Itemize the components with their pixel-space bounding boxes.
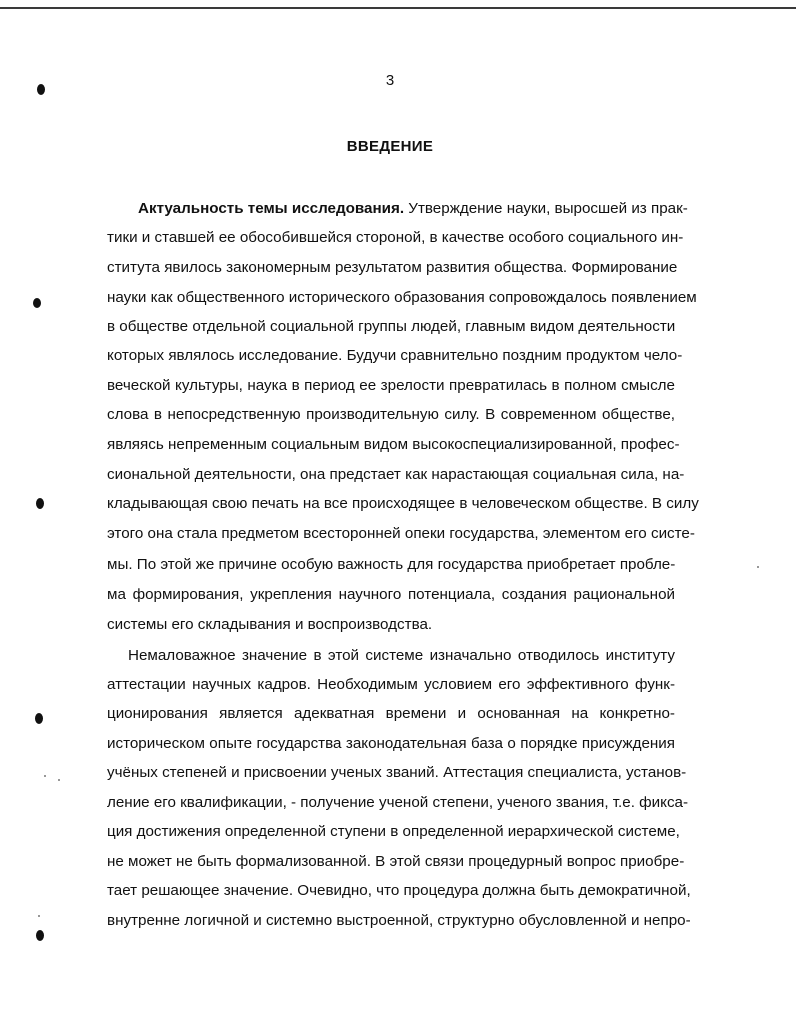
page-title: ВВЕДЕНИЕ — [346, 138, 434, 155]
scan-speck — [38, 915, 40, 917]
paragraph-1-line: ма формирования, укрепления научного потенциала, создания рациональной — [107, 586, 675, 603]
paragraph-2-line: ционирования является адекватная времени и основанная на конкретно- — [107, 705, 675, 722]
paragraph-1-line: ститута явилось закономерным результатом развития общества. Формирование — [107, 259, 678, 276]
scan-top-edge — [0, 7, 796, 9]
paragraph-2-line: тает решающее значение. Очевидно, что процедура должна быть демократичной, — [107, 882, 691, 899]
binder-hole-2 — [33, 298, 41, 308]
paragraph-1-line: в обществе отдельной социальной группы людей, главным видом деятельности — [107, 318, 676, 335]
paragraph-lead: Актуальность темы исследования. — [138, 200, 405, 217]
scan-speck — [58, 779, 60, 781]
paragraph-1-line: мы. По этой же причине особую важность для государства приобретает пробле- — [107, 556, 676, 573]
paragraph-1-line: которых являлось исследование. Будучи сравнительно поздним продуктом чело- — [107, 347, 683, 364]
binder-hole-1 — [37, 84, 45, 95]
paragraph-2-line: ция достижения определенной ступени в определенной иерархической системе, — [107, 823, 680, 840]
binder-hole-3 — [36, 498, 44, 509]
paragraph-1-line: науки как общественного исторического образования сопровождалось появлением — [107, 289, 697, 306]
paragraph-2-line: аттестации научных кадров. Необходимым условием его эффективного функ- — [107, 676, 675, 693]
paragraph-2-line: Немаловажное значение в этой системе изначально отводилось институту — [128, 647, 675, 664]
paragraph-text: Утверждение науки, выросшей из прак- — [404, 200, 688, 217]
paragraph-1-line: системы его складывания и воспроизводства. — [107, 616, 433, 633]
binder-hole-5 — [36, 930, 44, 941]
paragraph-1-line: сиональной деятельности, она предстает как нарастающая социальная сила, на- — [107, 466, 685, 483]
paragraph-1-line: тики и ставшей ее обособившейся стороной, в качестве особого социального ин- — [107, 229, 684, 246]
paragraph-1-line-1 — [138, 199, 688, 219]
paragraph-1-line: являясь непременным социальным видом высокоспециализированной, профес- — [107, 436, 680, 453]
paragraph-2-line: учёных степеней и присвоении ученых званий. Аттестация специалиста, установ- — [107, 764, 687, 781]
paragraph-1-line: веческой культуры, наука в период ее зрелости превратилась в полном смысле — [107, 377, 675, 394]
paragraph-2-line: историческом опыте государства законодательная база о порядке присуждения — [107, 735, 675, 752]
paragraph-2-line: не может не быть формализованной. В этой связи процедурный вопрос приобре- — [107, 853, 685, 870]
paragraph-2-line: ление его квалификации, - получение ученой степени, ученого звания, т.е. фикса- — [107, 794, 689, 811]
scan-speck — [44, 775, 46, 777]
paragraph-1-line: этого она стала предметом всесторонней опеки государства, элементом его систе- — [107, 525, 695, 542]
scan-speck — [757, 566, 759, 568]
binder-hole-4 — [35, 713, 43, 724]
page-number: 3 — [385, 72, 395, 89]
paragraph-1-line: слова в непосредственную производительную силу. В современном обществе, — [107, 406, 675, 423]
paragraph-2-line: внутренне логичной и системно выстроенной, структурно обусловленной и непро- — [107, 912, 691, 929]
paragraph-1-line: кладывающая свою печать на все происходящее в человеческом обществе. В силу — [107, 495, 699, 512]
